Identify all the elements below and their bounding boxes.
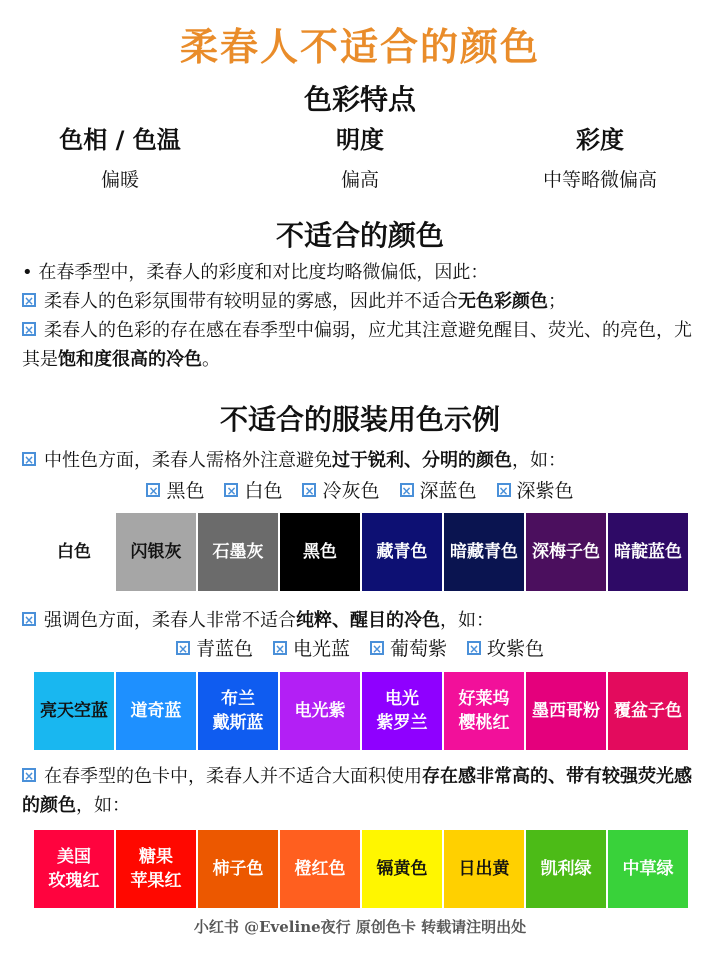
text: 。: [202, 349, 220, 370]
color-swatch: 电光紫: [280, 672, 360, 750]
x-box-icon: ×: [304, 483, 315, 498]
color-tag: [302, 476, 379, 503]
color-swatch: 糖果 苹果红: [116, 830, 196, 908]
feature-label: 明度: [336, 126, 384, 154]
tag-label: 青蓝色: [195, 638, 253, 660]
color-swatch: 黑色: [280, 513, 360, 591]
neutral-swatch-row: [34, 513, 690, 591]
tag-label: 深紫色: [516, 480, 574, 502]
tag-label: 深蓝色: [419, 480, 477, 502]
text: 在春季型的色卡中，柔春人并不适合大面积使用: [44, 766, 422, 787]
color-tag: [400, 476, 477, 503]
feature-label: 彩度: [576, 126, 624, 154]
tag-label: 葡萄紫: [390, 638, 448, 660]
color-swatch: 石墨灰: [198, 513, 278, 591]
section-heading-unsuitable: 不适合的颜色: [275, 219, 444, 252]
color-tag: [146, 476, 204, 503]
color-swatch: 中草绿: [608, 830, 688, 908]
tag-label: 白色: [244, 480, 283, 502]
color-swatch: 凯利绿: [526, 830, 606, 908]
text: 中性色方面，柔春人需格外注意避免: [44, 450, 332, 471]
color-swatch: 深梅子色: [526, 513, 606, 591]
text: ，如：: [76, 795, 130, 816]
color-swatch: 白色: [34, 513, 114, 591]
feature-label: 色相 / 色温: [59, 126, 181, 154]
color-tag: [224, 476, 282, 503]
x-box-icon: ×: [24, 294, 35, 308]
color-swatch: 墨西哥粉: [526, 672, 606, 750]
bullet-text: 在春季型中，柔春人的彩度和对比度均略微偏低，因此：: [38, 262, 489, 283]
emphasis-text: 过于锐利、分明的颜色: [332, 450, 512, 471]
color-swatch: 布兰 戴斯蓝: [198, 672, 278, 750]
point-line-1: [22, 287, 698, 316]
color-tag: [497, 476, 574, 503]
emphasis-text: 存在感非常高的、带有较强荧光感的颜色: [22, 766, 692, 816]
neutral-tags: [0, 476, 720, 503]
color-tag: [467, 634, 544, 661]
text: 柔春人的色彩的存在感在春季型中偏弱，应尤其注意避免醒目、荧光、的亮色，尤其是: [22, 320, 692, 370]
color-swatch: 暗藏青色: [444, 513, 524, 591]
color-tag: [273, 634, 350, 661]
accent-description: [22, 606, 698, 635]
tag-label: 玫紫色: [487, 638, 545, 660]
spring-swatch-row: [34, 830, 690, 908]
x-box-icon: ×: [274, 641, 286, 656]
feature-value: 偏暖: [100, 169, 139, 191]
x-box-icon: ×: [401, 483, 412, 498]
text: ；: [548, 291, 566, 312]
feature-hue: [0, 120, 240, 192]
tag-label: 电光蓝: [292, 638, 350, 660]
x-box-icon: ×: [24, 613, 35, 627]
point-line-2: [22, 316, 698, 374]
color-swatch: 柿子色: [198, 830, 278, 908]
footer-credit: 小红书 @Eveline夜行 原创色卡 转载请注明出处: [193, 918, 527, 936]
spring-description: [22, 762, 698, 820]
accent-tags: [0, 634, 720, 661]
text: 强调色方面，柔春人非常不适合: [44, 610, 296, 631]
emphasis-text: 无色彩颜色: [458, 291, 548, 312]
color-tag: [370, 634, 447, 661]
feature-value: 偏高: [340, 169, 379, 191]
x-box-icon: ×: [24, 323, 35, 337]
color-tag: [176, 634, 253, 661]
color-swatch: 电光 紫罗兰: [362, 672, 442, 750]
text: 柔春人的色彩氛围带有较明显的雾感，因此并不适合: [44, 291, 458, 312]
color-swatch: 亮天空蓝: [34, 672, 114, 750]
color-swatch: 暗靛蓝色: [608, 513, 688, 591]
page-title: 柔春人不适合的颜色: [179, 25, 540, 69]
emphasis-text: 纯粹、醒目的冷色: [296, 610, 440, 631]
color-swatch: 日出黄: [444, 830, 524, 908]
color-swatch: 镉黄色: [362, 830, 442, 908]
feature-value: 中等略微偏高: [542, 169, 657, 191]
color-swatch: 好莱坞 樱桃红: [444, 672, 524, 750]
text: ，如：: [512, 450, 566, 471]
color-swatch: 藏青色: [362, 513, 442, 591]
tag-label: 黑色: [166, 480, 205, 502]
bullet-line: • 在春季型中，柔春人的彩度和对比度均略微偏低，因此：: [22, 262, 489, 283]
x-box-icon: ×: [226, 483, 237, 498]
unsuitable-description: [22, 258, 698, 374]
emphasis-text: 饱和度很高的冷色: [58, 349, 202, 370]
color-swatch: 橙红色: [280, 830, 360, 908]
color-swatch: 道奇蓝: [116, 672, 196, 750]
x-box-icon: ×: [469, 641, 480, 656]
section-heading-features: 色彩特点: [303, 83, 416, 116]
x-box-icon: ×: [24, 453, 35, 467]
feature-lightness: [240, 120, 480, 192]
accent-swatch-row: [34, 672, 690, 750]
tag-label: 冷灰色: [322, 480, 380, 502]
features-row: [0, 120, 720, 192]
x-box-icon: ×: [498, 483, 509, 498]
color-swatch: 美国 玫瑰红: [34, 830, 114, 908]
color-swatch: 覆盆子色: [608, 672, 688, 750]
neutral-description: [22, 446, 698, 475]
x-box-icon: ×: [148, 483, 159, 498]
section-heading-examples: 不适合的服装用色示例: [219, 403, 500, 436]
text: ，如：: [440, 610, 494, 631]
feature-chroma: [480, 120, 720, 192]
x-box-icon: ×: [177, 641, 189, 656]
x-box-icon: ×: [372, 641, 383, 656]
color-swatch: 闪银灰: [116, 513, 196, 591]
x-box-icon: ×: [24, 769, 35, 783]
